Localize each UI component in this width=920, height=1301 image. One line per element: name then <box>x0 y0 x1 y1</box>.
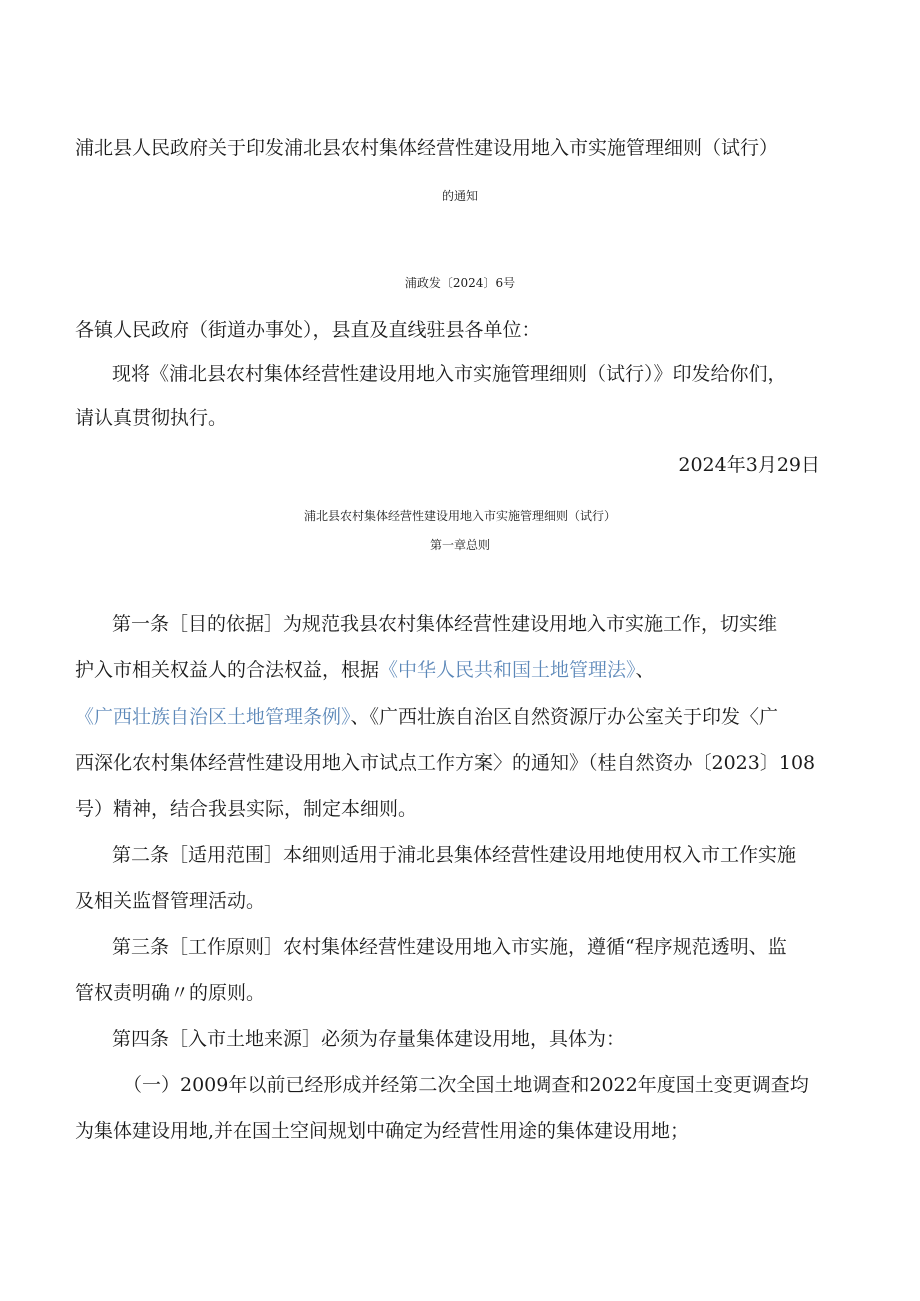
article-1-separator: 、 <box>635 659 655 681</box>
article-1-line-2 <box>75 658 655 682</box>
guangxi-land-regulations-link[interactable]: 《广西壮族自治区土地管理条例》 <box>75 706 351 728</box>
item-1-line-1: （一）2009年以前已经形成并经第二次全国土地调查和2022年度国土变更调查均 <box>123 1074 809 1096</box>
rules-title: 浦北县农村集体经营性建设用地入市实施管理细则（试行） <box>303 509 616 523</box>
notice-title-line-1: 浦北县人民政府关于印发浦北县农村集体经营性建设用地入市实施管理细则（试行） <box>75 137 779 159</box>
article-1-line-5: 号）精神，结合我县实际，制定本细则。 <box>75 798 418 820</box>
article-4-line-1: 第四条［入市土地来源］必须为存量集体建设用地，具体为： <box>112 1028 626 1050</box>
notice-title-line-2: 的通知 <box>441 189 478 203</box>
issue-date: 2024年3月29日 <box>678 454 820 476</box>
article-1-text-continued: 、《广西壮族自治区自然资源厅办公室关于印发〈广 <box>350 706 779 728</box>
article-1-line-3 <box>75 705 778 729</box>
article-2-line-1: 第二条［适用范围］本细则适用于浦北县集体经营性建设用地使用权入市工作实施 <box>112 844 797 866</box>
recipients: 各镇人民政府（街道办事处），县直及直线驻县各单位： <box>75 319 541 341</box>
intro-line-2: 请认真贯彻执行。 <box>75 407 228 429</box>
intro-line-1: 现将《浦北县农村集体经营性建设用地入市实施管理细则（试行）》印发给你们， <box>112 363 787 385</box>
article-1-line-1: 第一条［目的依据］为规范我县农村集体经营性建设用地入市实施工作，切实维 <box>112 613 778 635</box>
item-1-line-2: 为集体建设用地,并在国土空间规划中确定为经营性用途的集体建设用地； <box>75 1120 690 1142</box>
article-3-line-1: 第三条［工作原则］农村集体经营性建设用地入市实施，遵循“程序规范透明、监 <box>112 936 787 958</box>
article-1-line-4: 西深化农村集体经营性建设用地入市试点工作方案〉的通知》（桂自然资办〔2023〕108 <box>75 752 816 774</box>
land-administration-law-link[interactable]: 《中华人民共和国土地管理法》 <box>379 659 636 681</box>
article-3-line-2: 管权责明确〃的原则。 <box>75 982 266 1004</box>
document-number: 浦政发〔2024〕6号 <box>404 276 516 290</box>
chapter-heading: 第一章总则 <box>429 538 490 552</box>
article-1-text: 护入市相关权益人的合法权益，根据 <box>75 659 380 681</box>
article-2-line-2: 及相关监督管理活动。 <box>75 890 266 912</box>
